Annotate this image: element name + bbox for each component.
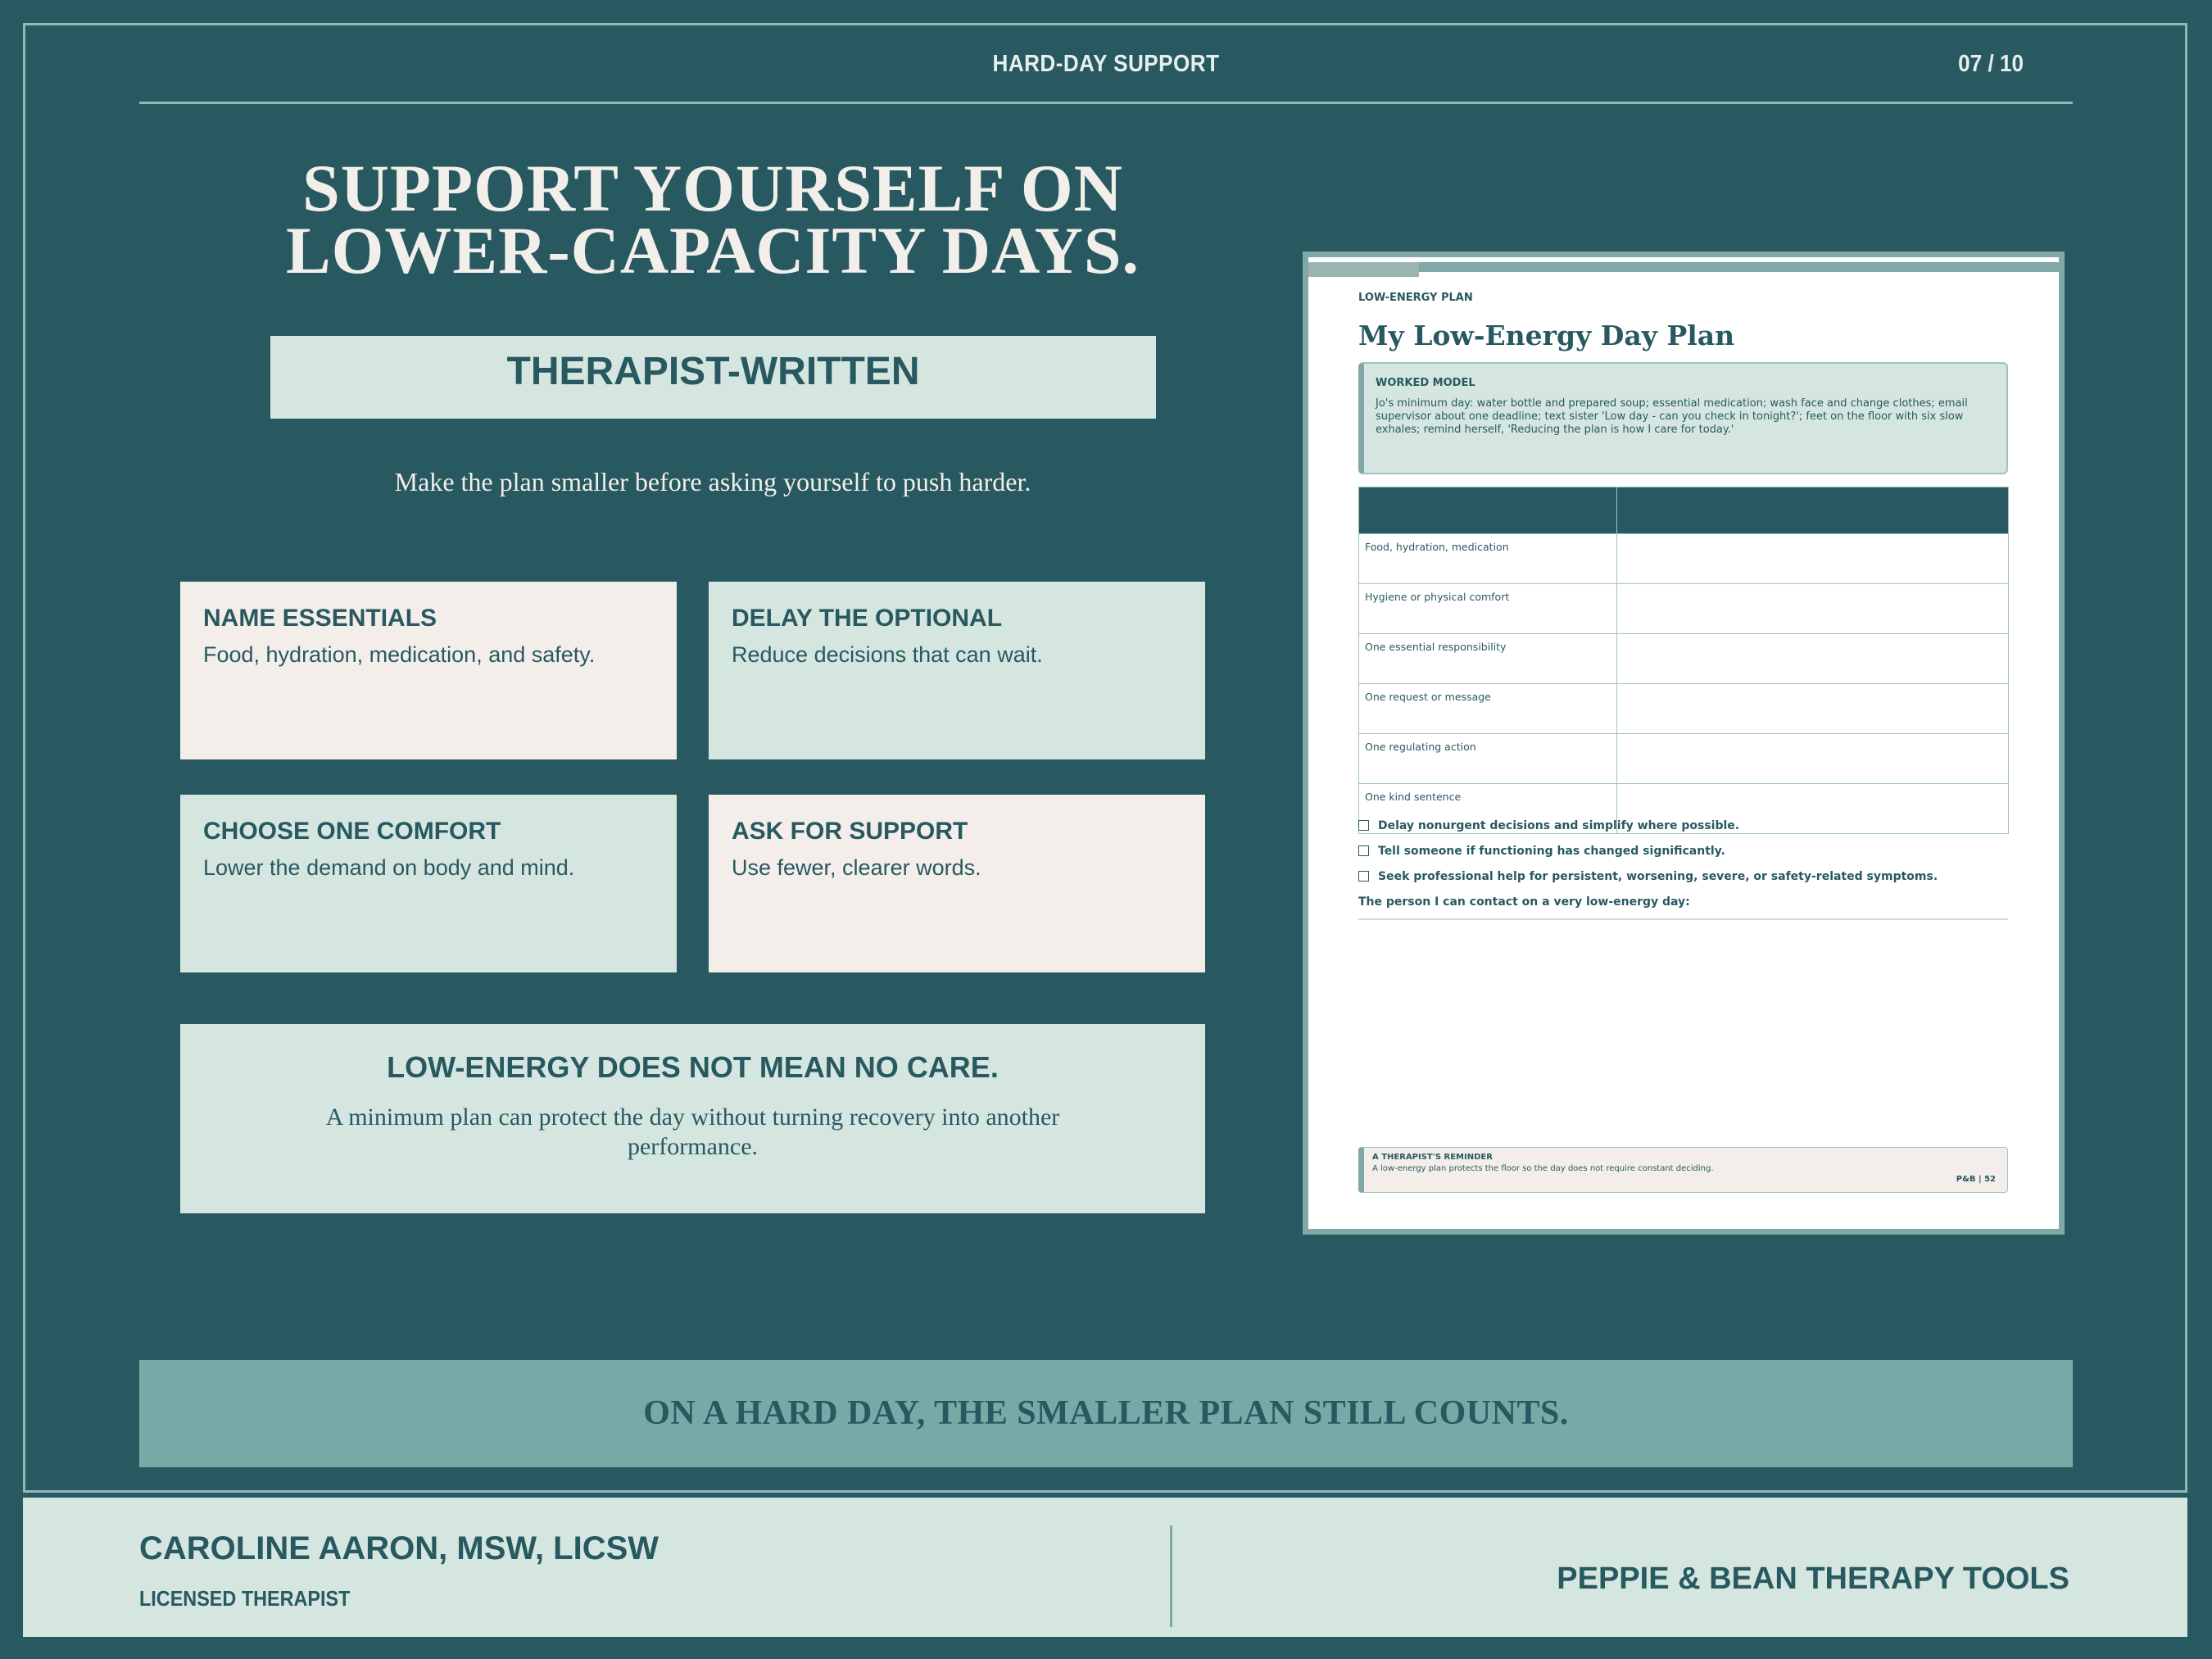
- checklist-label: Tell someone if functioning has changed significantly.: [1378, 844, 1725, 858]
- row-entry-cell[interactable]: [1617, 684, 2009, 734]
- contact-entry-line[interactable]: [1358, 918, 2008, 920]
- card-name-essentials: [180, 582, 677, 759]
- row-label: One essential responsibility: [1359, 634, 1617, 684]
- note-box: [180, 1024, 1205, 1213]
- note-title: LOW-ENERGY DOES NOT MEAN NO CARE.: [387, 1050, 999, 1084]
- checklist-item: [1358, 863, 1938, 889]
- table-row: [1359, 534, 2009, 584]
- card-title: NAME ESSENTIALS: [203, 605, 437, 632]
- row-entry-cell[interactable]: [1617, 634, 2009, 684]
- footer-divider: [1170, 1525, 1172, 1627]
- checklist-label: Delay nonurgent decisions and simplify where possible.: [1378, 818, 1740, 832]
- worked-model-box: [1358, 362, 2008, 474]
- headline-line-1: SUPPORT YOURSELF ON: [302, 151, 1123, 225]
- card-ask-support: [709, 795, 1205, 972]
- card-delay-optional: [709, 582, 1205, 759]
- table-row: [1359, 634, 2009, 684]
- worksheet-top-bar: [1308, 262, 2059, 272]
- checklist-label: Seek professional help for persistent, worsening, severe, or safety-related symptoms.: [1378, 869, 1938, 883]
- checkbox[interactable]: [1358, 845, 1369, 856]
- row-entry-cell[interactable]: [1617, 534, 2009, 584]
- card-title: DELAY THE OPTIONAL: [732, 605, 1003, 632]
- therapist-written-badge: THERAPIST-WRITTEN: [270, 336, 1156, 419]
- therapist-reminder-box: [1358, 1147, 2008, 1193]
- page-indicator: 07 / 10: [1958, 51, 2024, 77]
- worked-model-heading: WORKED MODEL: [1376, 377, 1475, 389]
- subline: Make the plan smaller before asking yourself to push harder.: [394, 467, 1031, 496]
- checklist: [1358, 813, 1938, 889]
- closing-banner: ON A HARD DAY, THE SMALLER PLAN STILL COUNTS.: [139, 1360, 2073, 1467]
- brand-name: PEPPIE & BEAN THERAPY TOOLS: [1557, 1562, 2069, 1596]
- row-entry-cell[interactable]: [1617, 734, 2009, 784]
- worksheet-title: My Low-Energy Day Plan: [1358, 320, 1735, 351]
- checkbox[interactable]: [1358, 871, 1369, 882]
- card-title: CHOOSE ONE COMFORT: [203, 818, 501, 845]
- row-label: One kind sentence: [1359, 784, 1617, 834]
- row-entry-cell[interactable]: [1617, 584, 2009, 634]
- author-role: LICENSED THERAPIST: [139, 1586, 351, 1611]
- worksheet-top-tab: [1308, 262, 1419, 277]
- checklist-item: [1358, 813, 1938, 838]
- headline: [139, 151, 1286, 288]
- row-label: Food, hydration, medication: [1359, 534, 1617, 584]
- checklist-item: [1358, 838, 1938, 863]
- worked-model-text: Jo's minimum day: water bottle and prepared soup; essential medication; wash face and change clothes; email supervisor about one deadline; text sister 'Low day - can you check in tonight?'; feet on the floor with six slow exhales; remind herself, 'Reducing the plan is how I care for today.': [1376, 397, 1968, 436]
- checkbox[interactable]: [1358, 820, 1369, 831]
- table-header-row: [1359, 487, 2009, 534]
- note-text: A minimum plan can protect the day without turning recovery into another performance.: [325, 1104, 1060, 1160]
- table-row: [1359, 584, 2009, 634]
- row-label: One regulating action: [1359, 734, 1617, 784]
- card-choose-comfort: [180, 795, 677, 972]
- contact-label: The person I can contact on a very low-energy day:: [1358, 895, 1690, 909]
- author-name: CAROLINE AARON, MSW, LICSW: [139, 1530, 660, 1566]
- table-row: [1359, 734, 2009, 784]
- card-title: ASK FOR SUPPORT: [732, 818, 968, 845]
- section-title: HARD-DAY SUPPORT: [992, 51, 1220, 77]
- row-label: One request or message: [1359, 684, 1617, 734]
- card-text: Food, hydration, medication, and safety.: [203, 642, 596, 667]
- row-label: Hygiene or physical comfort: [1359, 584, 1617, 634]
- worksheet-page-code: P&B | 52: [1956, 1175, 1996, 1184]
- card-text: Lower the demand on body and mind.: [203, 855, 575, 880]
- headline-line-2: LOWER-CAPACITY DAYS.: [285, 213, 1140, 288]
- plan-table: [1358, 487, 2009, 834]
- reminder-heading: A THERAPIST'S REMINDER: [1372, 1153, 1493, 1162]
- table-row: [1359, 684, 2009, 734]
- worksheet-eyebrow: LOW-ENERGY PLAN: [1358, 292, 1473, 304]
- reminder-text: A low-energy plan protects the floor so the day does not require constant deciding.: [1372, 1164, 1714, 1173]
- card-text: Use fewer, clearer words.: [732, 855, 981, 880]
- top-divider: [139, 102, 2073, 104]
- card-text: Reduce decisions that can wait.: [732, 642, 1043, 667]
